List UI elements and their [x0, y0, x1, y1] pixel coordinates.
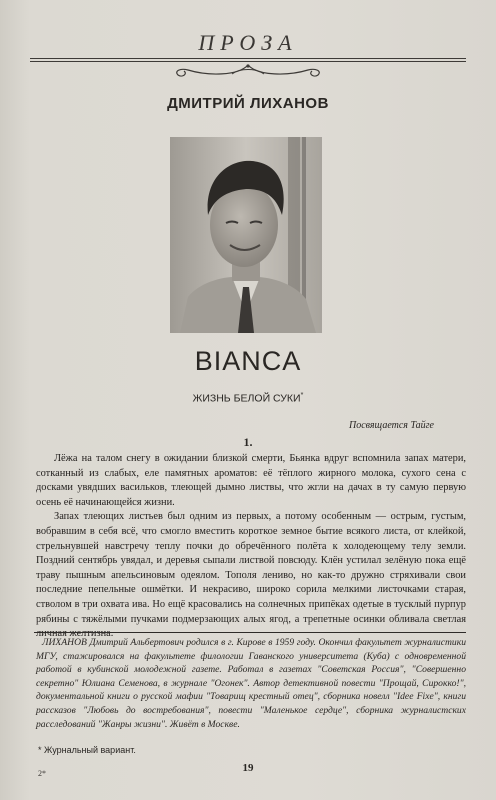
page-number: 19: [242, 762, 254, 774]
body-text: [36, 452, 466, 642]
author-name: ДМИТРИЙ ЛИХАНОВ: [167, 95, 329, 112]
author-portrait-image: [170, 137, 322, 333]
dedication: Посвящается Тайге: [349, 420, 434, 431]
work-subtitle-text: ЖИЗНЬ БЕЛОЙ СУКИ: [192, 392, 301, 405]
work-subtitle: [0, 392, 496, 405]
printer-signature: 2*: [38, 769, 46, 778]
footnote: * Журнальный вариант.: [38, 745, 136, 755]
work-title: BIANCA: [194, 346, 302, 376]
body-paragraph: Лёжа на талом снегу в ожидании близкой смерти, Бьянка вдруг вспомнила запах матери, сотканный из слабых, еле памятных ароматов: её тёплого жирного молока, сухого сена с досками увядших васильков, тлеющей дымно листвы, что жгли на дачах в ту самую первую осень её начинающейся жизни.: [36, 453, 466, 508]
header-rule-top: [30, 58, 466, 59]
footnote-mark: *: [300, 392, 304, 399]
ornament-flourish-icon: [168, 62, 328, 80]
author-bio-text: ЛИХАНОВ Дмитрий Альбертович родился в г. Кирове в 1959 году. Окончил факультет журналистики МГУ, стажировался на факультете филологии Гаванского университета (Куба) с одновременной работой в кубинской молодежной газете. Работал в газетах "Советская Россия", "Совершенно секретно" Юлиана Семенова, в журнале "Огонек". Автор детективной повести "Прощай, Сирокко!", документальной книги о русской мафии "Товарищ крестный отец", сборника новелл "Idee Fixe", книги рассказов "Любовь до востребования", повести "Маленькое сердце", сборника журналистских расследований "Жанры жизни". Живёт в Москве.: [36, 637, 466, 730]
author-bio: [36, 636, 466, 731]
body-paragraph: Запах тлеющих листьев был одним из первых, а потому особенным — острым, густым, вобравшим в себя всё, что смогло вместить короткое земное бытие всякого листа, от клейкой, стрельнувшей навстречу теплу почки до обречённого полёта к холодеющему телу земли. Поздний сентябрь увядал, и деревья сыпали листвой повсюду. Клён устилал зелёную пока ещё траву пышным апельсиновым одеялом. Тополя лениво, но как-то дружно стряхивали свои последние пепельные ошмётки. И некрасиво, широко сорила мелкими листочками старая, стволом в три охвата ива. Но ещё красовались на солнечных припёках одетые в тусклый пурпур рябины с тяжёлыми пучками подмерзающих алых ягод, а трепетные осинки обливала светлая личная желтизна.: [36, 511, 466, 640]
author-photo: [170, 137, 322, 333]
section-title: ПРОЗА: [198, 30, 298, 55]
bio-rule: [34, 632, 466, 633]
chapter-number: 1.: [243, 435, 253, 449]
